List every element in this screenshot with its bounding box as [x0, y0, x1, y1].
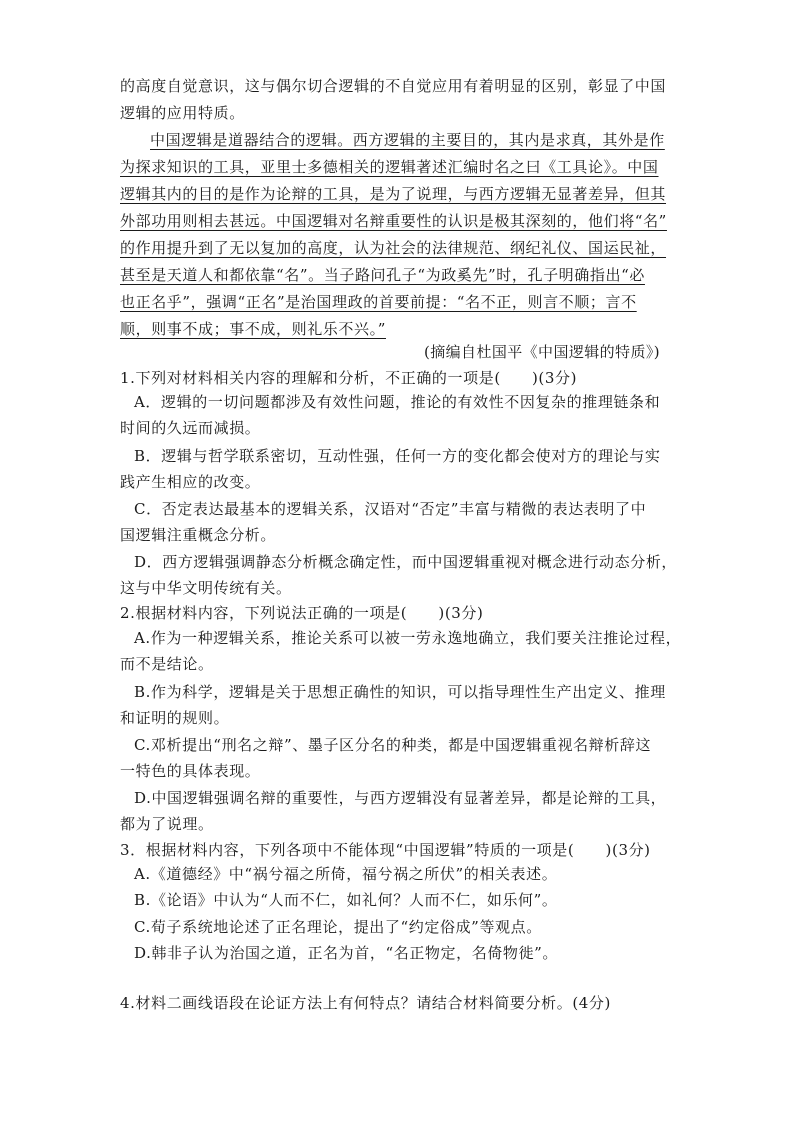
- question-1-option-c: C．否定表达最基本的逻辑关系，汉语对“否定”丰富与精微的表达表明了中: [134, 500, 647, 518]
- question-2-option-d-cont: 都为了说理。: [120, 815, 214, 833]
- question-1-stem: 1.下列对材料相关内容的理解和分析，不正确的一项是( )(3分): [120, 369, 578, 387]
- question-1-option-a: A．逻辑的一切问题都涉及有效性问题，推论的有效性不因复杂的推理链条和: [134, 393, 661, 411]
- question-2-option-c-cont: 一特色的具体表现。: [120, 762, 261, 780]
- question-1-option-d: D．西方逻辑强调静态分析概念确定性，而中国逻辑重视对概念进行动态分析，: [134, 553, 678, 571]
- underlined-passage-line: 中国逻辑是道器结合的逻辑。西方逻辑的主要目的，其内是求真，其外是作: [150, 131, 665, 149]
- underlined-passage-line: 为探求知识的工具，亚里士多德相关的逻辑著述汇编时名之曰《工具论》。中国: [120, 158, 659, 176]
- question-1-option-d-cont: 这与中华文明传统有关。: [120, 579, 292, 597]
- question-1-option-b: B．逻辑与哲学联系密切，互动性强，任何一方的变化都会使对方的理论与实: [134, 447, 661, 465]
- question-2-option-c: C.邓析提出“刑名之辩”、墨子区分名的种类，都是中国逻辑重视名辩析辞这: [134, 736, 652, 754]
- question-3-stem: 3．根据材料内容，下列各项中不能体现“中国逻辑”特质的一项是( )(3分): [120, 841, 651, 859]
- question-2-option-a-cont: 而不是结论。: [120, 655, 214, 673]
- question-1-option-c-cont: 国逻辑注重概念分析。: [120, 526, 277, 544]
- underlined-passage-line: 甚至是天道人和都依靠“名”。当子路问孔子“为政奚先”时，孔子明确指出“必: [120, 266, 645, 284]
- underlined-passage-line: 的作用提升到了无以复加的高度，认为社会的法律规范、纲纪礼仪、国运民祉，: [120, 239, 667, 257]
- question-1-option-b-cont: 践产生相应的改变。: [120, 473, 261, 491]
- question-1-option-a-cont: 时间的久远而减损。: [120, 419, 261, 437]
- question-3-option-a: A.《道德经》中“祸兮福之所倚，福兮祸之所伏”的相关表述。: [134, 865, 558, 883]
- question-3-option-c: C.荀子系统地论述了正名理论，提出了“约定俗成”等观点。: [134, 918, 542, 936]
- question-3-option-b: B.《论语》中认为“人而不仁，如礼何？人而不仁，如乐何”。: [134, 891, 558, 909]
- underlined-passage-line: 顺，则事不成；事不成，则礼乐不兴。”: [120, 320, 386, 338]
- passage-line: 的高度自觉意识，这与偶尔切合逻辑的不自觉应用有着明显的区别，彰显了中国: [120, 77, 667, 95]
- source-citation: (摘编自杜国平《中国逻辑的特质》): [424, 343, 661, 361]
- underlined-passage-line: 外部功用则相去甚远。中国逻辑对名辩重要性的认识是极其深刻的，他们将“名”: [120, 212, 667, 230]
- question-2-stem: 2.根据材料内容，下列说法正确的一项是( )(3分): [120, 604, 484, 622]
- question-2-option-b-cont: 和证明的规则。: [120, 709, 230, 727]
- underlined-passage-line: 逻辑其内的目的是作为论辩的工具，是为了说理，与西方逻辑无显著差异，但其: [120, 185, 667, 203]
- question-2-option-b: B.作为科学，逻辑是关于思想正确性的知识，可以指导理性生产出定义、推理: [134, 683, 666, 701]
- question-4-stem: 4.材料二画线语段在论证方法上有何特点？请结合材料简要分析。(4分): [120, 994, 611, 1012]
- question-2-option-d: D.中国逻辑强调名辩的重要性，与西方逻辑没有显著差异，都是论辩的工具，: [134, 789, 667, 807]
- underlined-passage-line: 也正名乎”，强调“正名”是治国理政的首要前提：“名不正，则言不顺；言不: [120, 293, 637, 311]
- question-3-option-d: D.韩非子认为治国之道，正名为首，“名正物定，名倚物徙”。: [134, 944, 558, 962]
- question-2-option-a: A.作为一种逻辑关系，推论关系可以被一劳永逸地确立，我们要关注推论过程，: [134, 629, 682, 647]
- passage-line: 逻辑的应用特质。: [120, 104, 245, 122]
